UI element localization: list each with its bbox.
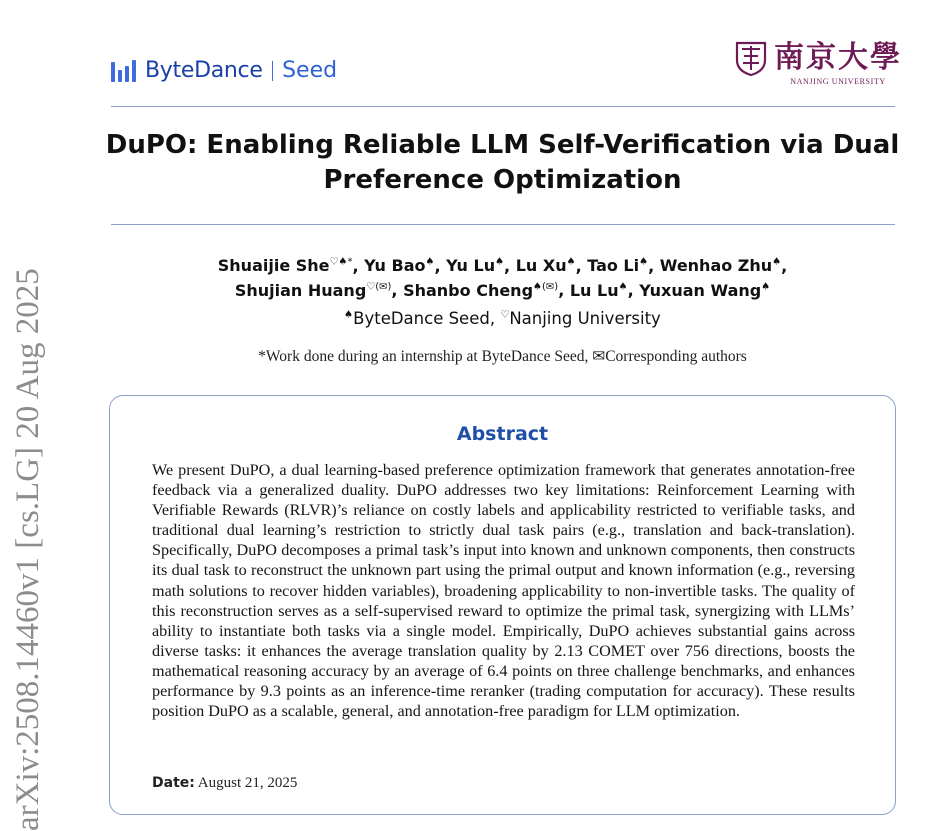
seed-wordmark: Seed <box>282 58 338 83</box>
nju-emblem-icon <box>734 40 768 76</box>
title-rule <box>111 224 895 225</box>
author-line-2: Shujian Huang♡(✉), Shanbo Cheng♠(✉), Lu Lu♠, Yuxuan Wang♠ <box>234 280 771 300</box>
nju-english-name: NANJING UNIVERSITY <box>790 77 886 86</box>
arxiv-side-stamp: arXiv:2508.14460v1 [cs.LG] 20 Aug 2025 <box>10 268 46 831</box>
logo-divider <box>272 61 274 81</box>
bytedance-wordmark: ByteDance <box>145 58 263 83</box>
author: Yu Bao♠ <box>364 256 435 276</box>
affiliation: ♠ByteDance Seed <box>344 309 490 328</box>
nanjing-university-logo <box>734 40 902 86</box>
author: Shanbo Cheng♠(✉) <box>403 280 559 300</box>
affiliations: ♠ByteDance Seed, ♡Nanjing University <box>344 309 661 328</box>
author: Wenhao Zhu♠ <box>659 256 782 276</box>
bytedance-bars-icon <box>111 60 136 82</box>
author-line-1: Shuaijie She♡♠*, Yu Bao♠, Yu Lu♠, Lu Xu♠, Tao Li♠, Wenhao Zhu♠, <box>217 256 788 276</box>
author: Lu Xu♠ <box>515 256 576 276</box>
author: Shujian Huang♡(✉) <box>234 280 392 300</box>
bytedance-seed-logo <box>111 58 337 83</box>
author-notes: *Work done during an internship at ByteDance Seed, ✉Corresponding authors <box>258 348 747 365</box>
author: Tao Li♠ <box>587 256 649 276</box>
author: Shuaijie She♡♠* <box>217 256 353 276</box>
abstract-heading: Abstract <box>456 423 549 445</box>
paper-title-line-2: Preference Optimization <box>323 165 682 195</box>
author: Yuxuan Wang♠ <box>639 280 771 300</box>
author-list <box>60 252 929 301</box>
date-value: August 21, 2025 <box>197 775 298 791</box>
paper-title <box>60 128 929 198</box>
date-label: Date: <box>152 775 195 791</box>
affiliation: ♡Nanjing University <box>500 309 661 328</box>
author: Lu Lu♠ <box>569 280 628 300</box>
paper-title-line-1: DuPO: Enabling Reliable LLM Self-Verification via Dual <box>105 130 900 160</box>
nju-chinese-name: 南京大學 <box>774 40 902 75</box>
author: Yu Lu♠ <box>446 256 505 276</box>
header-rule <box>111 106 895 107</box>
abstract-text: We present DuPO, a dual learning-based preference optimization framework that generates annotation-free feedback via a generalized duality. DuPO addresses two key limitations: Reinforcement Learning with Verifiable Rewards (RLVR)’s reliance on costly labels and applicability restricted to verifiable tasks, and traditional dual learning’s restriction to strictly dual task pairs (e.g., translation and back-translation). Specifically, DuPO decomposes a primal task’s input into known and unknown components, then constructs its dual task to reconstruct the unknown part using the primal output and known information (e.g., reversing math solutions to recover hidden variables), broadening applicability to non-invertible tasks. The quality of this reconstruction serves as a self-supervised reward to optimize the primal task, synergizing with LLMs’ ability to instantiate both tasks via a single model. Empirically, DuPO achieves substantial gains across diverse tasks: it enhances the average translation quality by 2.13 COMET over 756 directions, boosts the mathematical reasoning accuracy by an average of 6.4 points on three challenge benchmarks, and enhances performance by 9.3 points as an inference-time reranker (trading computation for accuracy). These results position DuPO as a scalable, general, and annotation-free paradigm for LLM optimization. <box>152 461 855 721</box>
